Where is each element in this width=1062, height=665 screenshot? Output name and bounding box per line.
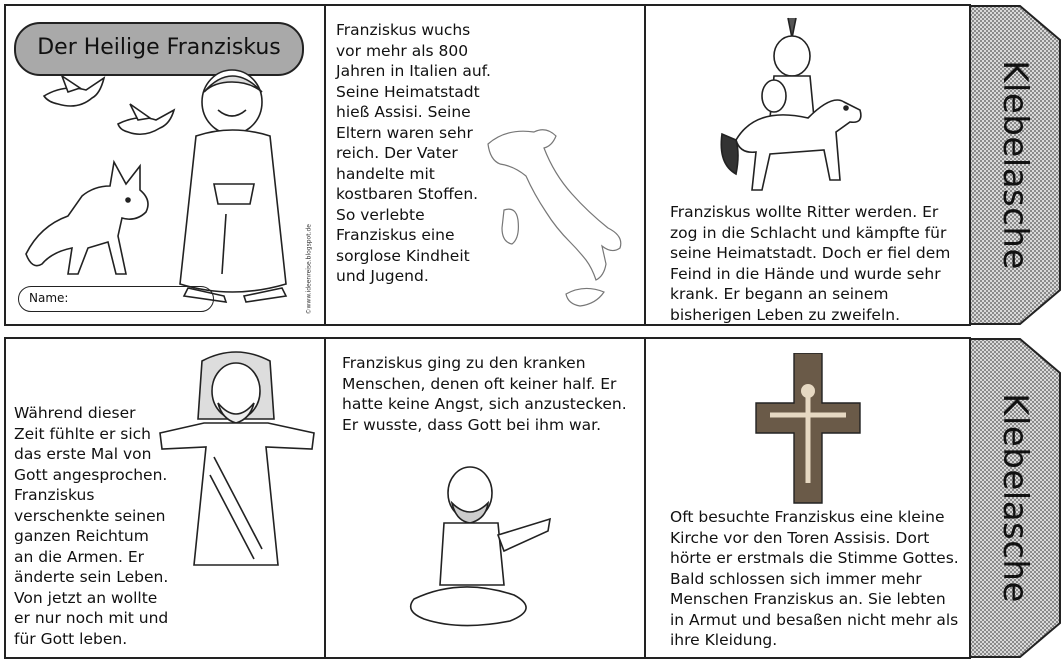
childhood-text: Franziskus wuchs vor mehr als 800 Jahren in Italien auf. Seine Heimatstadt hieß Assisi. Seine Eltern waren sehr reich. Der Vater handelte mit kostbaren Stoffen. So verlebte Franziskus eine sorglose Kindheit und Jugend. [336, 21, 491, 285]
panel-god [4, 337, 326, 659]
glue-tab-label: Klebelasche [995, 393, 1036, 603]
panel-church [644, 337, 971, 659]
church-text: Oft besuchte Franziskus eine kleine Kirche vor den Toren Assisis. Dort hörte er erstmals die Stimme Gottes. Bald schlossen sich immer mehr Menschen Franziskus an. Sie lebten in Armut und besaßen nicht mehr als ihre Kleidung. [670, 508, 959, 649]
dove-icon [34, 68, 184, 148]
map-icon [476, 124, 636, 324]
panel-childhood [324, 4, 646, 326]
glue-tab-label: Klebelasche [995, 60, 1036, 270]
panel-sick [324, 337, 646, 659]
glue-tab-top [968, 4, 1062, 326]
page-title: Der Heilige Franziskus [37, 35, 281, 60]
god-text: Während dieser Zeit fühlte er sich das erste Mal von Gott angesprochen. Franziskus verschenkte seinen ganzen Reichtum an die Armen. Er änderte sein Leben. Von jetzt an wollte er nur noch mit und für Gott leben. [14, 404, 169, 648]
knight-icon [716, 14, 876, 200]
panel-title [4, 4, 326, 326]
knight-text: Franziskus wollte Ritter werden. Er zog in die Schlacht und kämpfte für seine Heimatstadt. Doch er fiel dem Feind in die Hände und wurde sehr krank. Er begann an seinem bisherigen Leben zu zweifeln. [670, 203, 951, 324]
name-field[interactable] [18, 286, 214, 312]
monk-icon [174, 64, 296, 304]
fox-icon [22, 156, 182, 286]
panel-knight [644, 4, 971, 326]
booklet-strip-bottom [4, 337, 1062, 659]
crucifix-icon [752, 353, 864, 505]
copyright-credit: ©www.ideenreise.blogspot.de [305, 224, 313, 315]
person-icon [400, 459, 560, 639]
name-label: Name: [29, 291, 69, 305]
booklet-strip-top [4, 4, 1062, 326]
glue-tab-bottom [968, 337, 1062, 659]
jesus-icon [154, 349, 320, 577]
sick-text: Franziskus ging zu den kranken Menschen, denen oft keiner half. Er hatte keine Angst, sich anzustecken. Er wusste, dass Gott bei ihm war. [342, 354, 627, 434]
